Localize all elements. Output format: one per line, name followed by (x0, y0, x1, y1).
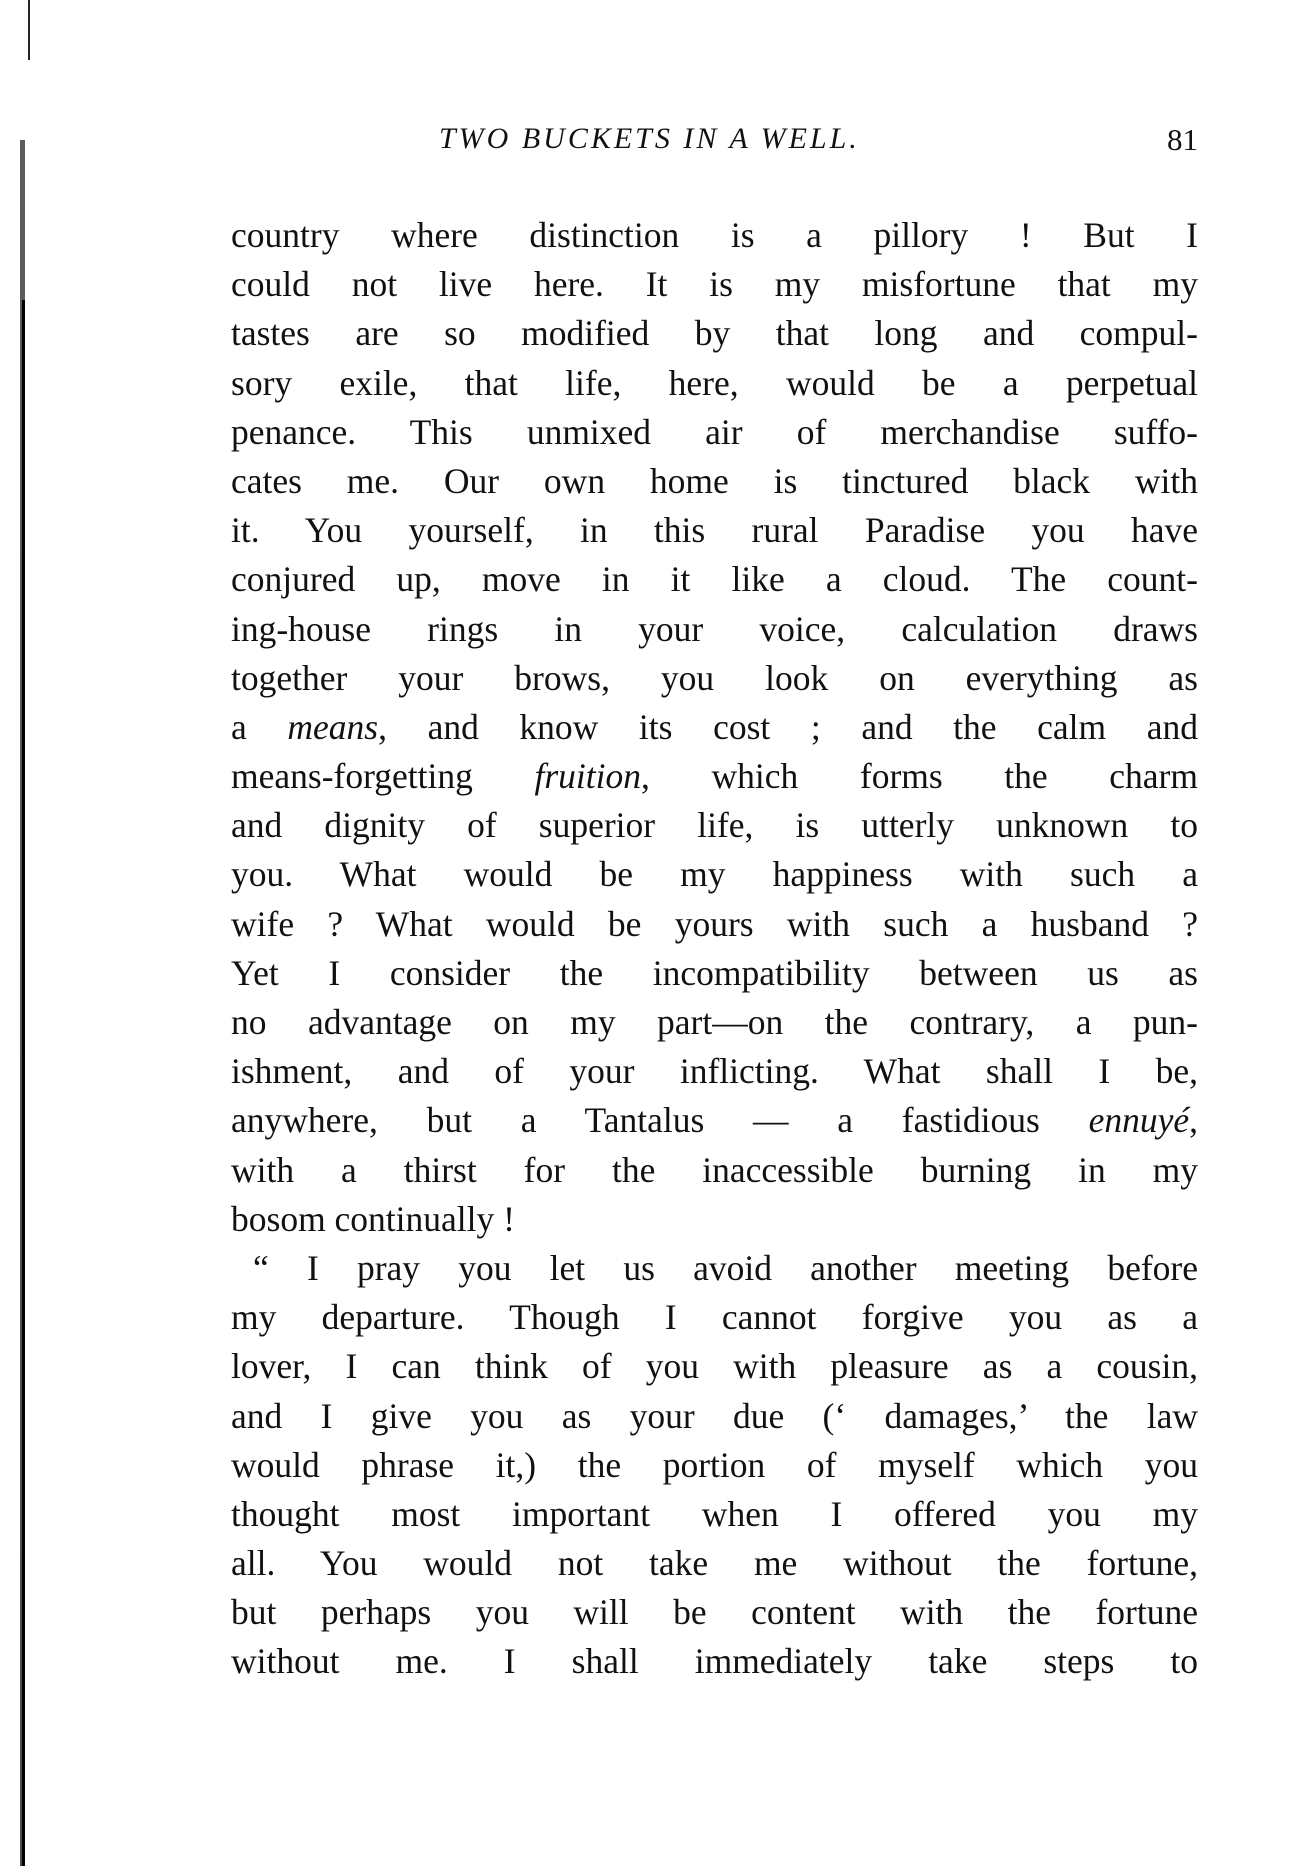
text-line (231, 1392, 1198, 1441)
scan-mark (28, 0, 30, 60)
text-segment: cates me. Our own home is tinctured black with (231, 460, 1198, 501)
text-line (231, 1096, 1198, 1145)
text-line (231, 1441, 1198, 1490)
text-line (231, 1244, 1198, 1293)
text-segment: anywhere, but a Tantalus — a fastidious (231, 1100, 1089, 1141)
text-segment: bosom continually ! (231, 1198, 515, 1239)
text-segment: tastes are so modified by that long and compul- (231, 313, 1198, 354)
text-line (231, 359, 1198, 408)
text-line (231, 752, 1198, 801)
text-segment: lover, I can think of you with pleasure as a cousin, (231, 1346, 1198, 1387)
page-body-text (231, 211, 1198, 1687)
text-line (231, 998, 1198, 1047)
text-segment: you. What would be my happiness with such a (231, 854, 1198, 895)
text-line (231, 1293, 1198, 1342)
text-line (231, 1146, 1198, 1195)
text-line (231, 900, 1198, 949)
text-line (231, 1195, 1198, 1244)
text-segment: and I give you as your due (‘ damages,’ the law (231, 1395, 1198, 1436)
page-number: 81 (1167, 122, 1198, 157)
text-line (231, 801, 1198, 850)
text-line (231, 1490, 1198, 1539)
text-line (231, 408, 1198, 457)
text-segment: and dignity of superior life, is utterly unknown to (231, 805, 1198, 846)
text-segment: Yet I consider the incompatibility between us as (231, 952, 1198, 993)
text-segment: ishment, and of your inflicting. What shall I be, (231, 1051, 1198, 1092)
text-line (231, 1588, 1198, 1637)
text-segment: means-forgetting (231, 756, 535, 797)
text-line (231, 703, 1198, 752)
text-segment: ing-house rings in your voice, calculation draws (231, 608, 1198, 649)
text-segment: country where distinction is a pillory ! But I (231, 215, 1198, 255)
page-header (231, 122, 1198, 162)
text-segment: my departure. Though I cannot forgive you as a (231, 1297, 1198, 1338)
running-title: TWO BUCKETS IN A WELL. (439, 122, 860, 155)
text-segment: wife ? What would be yours with such a husband ? (231, 903, 1198, 944)
text-segment: “ I pray you let us avoid another meeting before (253, 1247, 1198, 1288)
text-line (231, 949, 1198, 998)
text-segment: no advantage on my part—on the contrary, a pun- (231, 1002, 1198, 1042)
text-segment: but perhaps you will be content with the fortune (231, 1592, 1198, 1633)
italic-word: fruition (534, 756, 642, 797)
text-line (231, 309, 1198, 358)
text-segment: could not live here. It is my misfortune that my (231, 264, 1198, 305)
text-segment: , (1189, 1100, 1198, 1141)
text-line (231, 1047, 1198, 1096)
text-line (231, 211, 1198, 260)
text-line (231, 1539, 1198, 1588)
text-line (231, 260, 1198, 309)
text-segment: all. You would not take me without the fortune, (231, 1543, 1198, 1584)
text-segment: without me. I shall immediately take steps to (231, 1641, 1198, 1682)
text-segment: conjured up, move in it like a cloud. The count- (231, 559, 1198, 600)
text-line (231, 555, 1198, 604)
text-segment: thought most important when I offered you my (231, 1493, 1198, 1534)
text-segment: with a thirst for the inaccessible burning in my (231, 1149, 1198, 1190)
text-line (231, 1342, 1198, 1391)
text-segment: , and know its cost ; and the calm and (378, 706, 1199, 747)
book-binding-shadow (22, 300, 25, 1866)
text-segment: a (231, 706, 288, 747)
text-segment: would phrase it,) the portion of myself which you (231, 1444, 1198, 1485)
text-line (231, 605, 1198, 654)
text-line (231, 457, 1198, 506)
text-line (231, 850, 1198, 899)
italic-word: means (287, 706, 379, 747)
text-segment: sory exile, that life, here, would be a perpetual (231, 362, 1198, 403)
text-segment: penance. This unmixed air of merchandise suffo- (231, 411, 1198, 452)
text-segment: together your brows, you look on everything as (231, 657, 1198, 698)
italic-word: ennuyé (1088, 1100, 1190, 1141)
text-segment: , which forms the charm (641, 756, 1198, 797)
text-line (231, 654, 1198, 703)
text-segment: it. You yourself, in this rural Paradise you have (231, 510, 1198, 551)
text-line (231, 506, 1198, 555)
text-line (231, 1637, 1198, 1686)
